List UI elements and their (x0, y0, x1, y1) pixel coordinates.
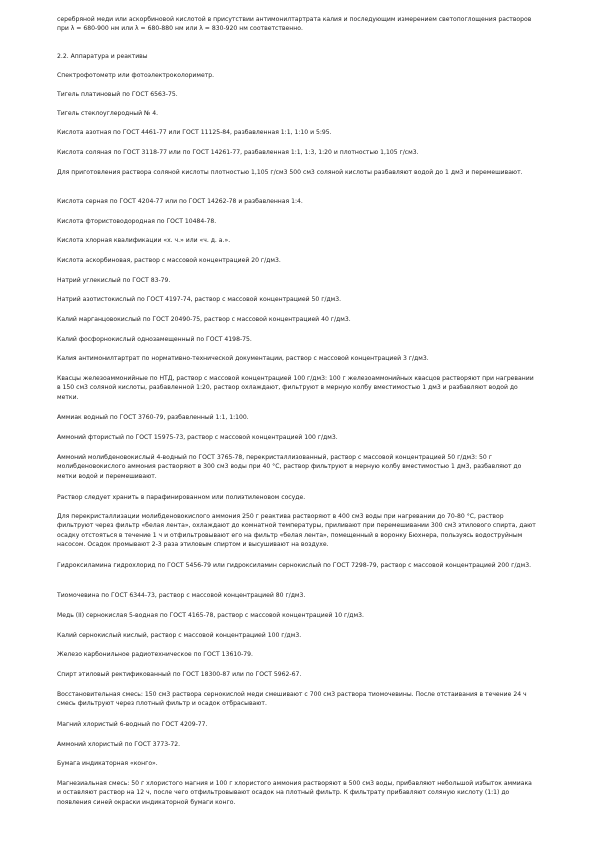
section-heading: 2.2. Аппаратура и реактивы (57, 53, 148, 60)
list-item: Восстановительная смесь: 150 см3 раствора сернокислой меди смешивают с 700 см3 раствора тиомочевины. После отстаивания в течение 24 ч смесь фильтруют через плотный фильтр и осадок отбрасывают. (57, 691, 527, 708)
list-item: Спирт этиловый ректификованный по ГОСТ 18300-87 или по ГОСТ 5962-67. (57, 671, 302, 678)
list-item: Магнезиальная смесь: 50 г хлористого магния и 100 г хлористого аммония растворяют в 500 см3 воды, прибавляют небольшой избыток аммиака и оставляют раствор на 12 ч, после чего отфильтровывают осадок на плотный фильтр. К фильтрату прибавляют соляную кислоту (1:1) до появления синей окраски индикаторной бумаги конго. (57, 780, 532, 806)
list-item: Кислота азотная по ГОСТ 4461-77 или ГОСТ 11125-84, разбавленная 1:1, 1:10 и 5:95. (57, 129, 332, 136)
list-item: Квасцы железоаммонийные по НТД, раствор с массовой концентрацией 100 г/дм3: 100 г железоаммонийных квасцов растворяют при нагревании в 150 см3 соляной кислоты, разбавленной 1:20, раствор охлаждают, фильтруют в мерную колбу вместимостью 1 дм3 и разбавляют водой до метки. (57, 375, 534, 401)
list-item: Спектрофотометр или фотоэлектроколориметр. (57, 72, 215, 79)
paragraph-intro: серебряной меди или аскорбиновой кислотой в присутствии антимонилтартрата калия и последующим измерением светопоглощения растворов при λ = 680-900 нм или λ = 680-880 нм или λ = 830-920 нм соответственно. (57, 16, 532, 33)
list-item: Аммоний фтористый по ГОСТ 15975-73, раствор с массовой концентрацией 100 г/дм3. (57, 434, 338, 441)
list-item: Кислота серная по ГОСТ 4204-77 или по ГОСТ 14262-78 и разбавленная 1:4. (57, 198, 303, 205)
list-item: Аммоний хлористый по ГОСТ 3773-72. (57, 741, 181, 748)
list-item: Калий сернокислый кислый, раствор с массовой концентрацией 100 г/дм3. (57, 632, 302, 639)
list-item: Магний хлористый 6-водный по ГОСТ 4209-77. (57, 721, 208, 728)
list-item: Для приготовления раствора соляной кислоты плотностью 1,105 г/см3 500 см3 соляной кислоты разбавляют водой до 1 дм3 и перемешивают. (57, 169, 523, 176)
list-item: Аммоний молибденовокислый 4-водный по ГОСТ 3765-78, перекристаллизованный, раствор с массовой концентрацией 50 г/дм3: 50 г молибденовокислого аммония растворяют в 300 см3 воды при 40 °C, раствор фильтруют в мерную колбу вместимостью 1 дм3, разбавляют до метки водой и перемешивают. (57, 454, 522, 480)
list-item: Для перекристаллизации молибденовокислого аммония 250 г реактива растворяют в 400 см3 воды при нагревании до 70-80 °C, раствор фильтруют через фильтр «белая лента», охлаждают до комнатной температуры, приливают при перемешивании 300 см3 этилового спирта, дают осадку отстояться в течение 1 ч и отфильтровывают его на фильтр «белая лента», помещенный в воронку Бюхнера, пользуясь водоструйным насосом. Осадок промывают 2-3 раза этиловым спиртом и высушивают на воздухе. (57, 513, 536, 549)
list-item: Калий фосфорнокислый однозамещенный по ГОСТ 4198-75. (57, 336, 252, 343)
list-item: Медь (II) сернокислая 5-водная по ГОСТ 4165-78, раствор с массовой концентрацией 10 г/дм3. (57, 612, 364, 619)
list-item: Натрий азотистокислый по ГОСТ 4197-74, раствор с массовой концентрацией 50 г/дм3. (57, 296, 342, 303)
list-item: Калий марганцовокислый по ГОСТ 20490-75, раствор с массовой концентрацией 40 г/дм3. (57, 316, 351, 323)
list-item: Кислота аскорбиновая, раствор с массовой концентрацией 20 г/дм3. (57, 257, 281, 264)
list-item: Кислота соляная по ГОСТ 3118-77 или по ГОСТ 14261-77, разбавленная 1:1, 1:3, 1:20 и плотностью 1,105 г/см3. (57, 149, 419, 156)
list-item: Тигель платиновый по ГОСТ 6563-75. (57, 91, 178, 98)
list-item: Железо карбонильное радиотехническое по ГОСТ 13610-79. (57, 651, 253, 658)
list-item: Тиомочевина по ГОСТ 6344-73, раствор с массовой концентрацией 80 г/дм3. (57, 592, 306, 599)
list-item: Калия антимонилтартрат по нормативно-технической документации, раствор с массовой концентрацией 3 г/дм3. (57, 355, 429, 362)
list-item: Раствор следует хранить в парафинированном или полиэтиленовом сосуде. (57, 494, 306, 501)
list-item: Натрий углекислый по ГОСТ 83-79. (57, 277, 171, 284)
list-item: Гидроксиламина гидрохлорид по ГОСТ 5456-79 или гидроксиламин сернокислый по ГОСТ 7298-79, раствор с массовой концентрацией 200 г/дм3. (57, 562, 532, 569)
list-item: Бумага индикаторная «конго». (57, 760, 158, 767)
list-item: Аммиак водный по ГОСТ 3760-79, разбавленный 1:1, 1:100. (57, 414, 249, 421)
list-item: Кислота фтористоводородная по ГОСТ 10484-78. (57, 218, 217, 225)
list-item: Тигель стеклоуглеродный № 4. (57, 110, 159, 117)
list-item: Кислота хлорная квалификации «х. ч.» или «ч. д. а.». (57, 237, 231, 244)
